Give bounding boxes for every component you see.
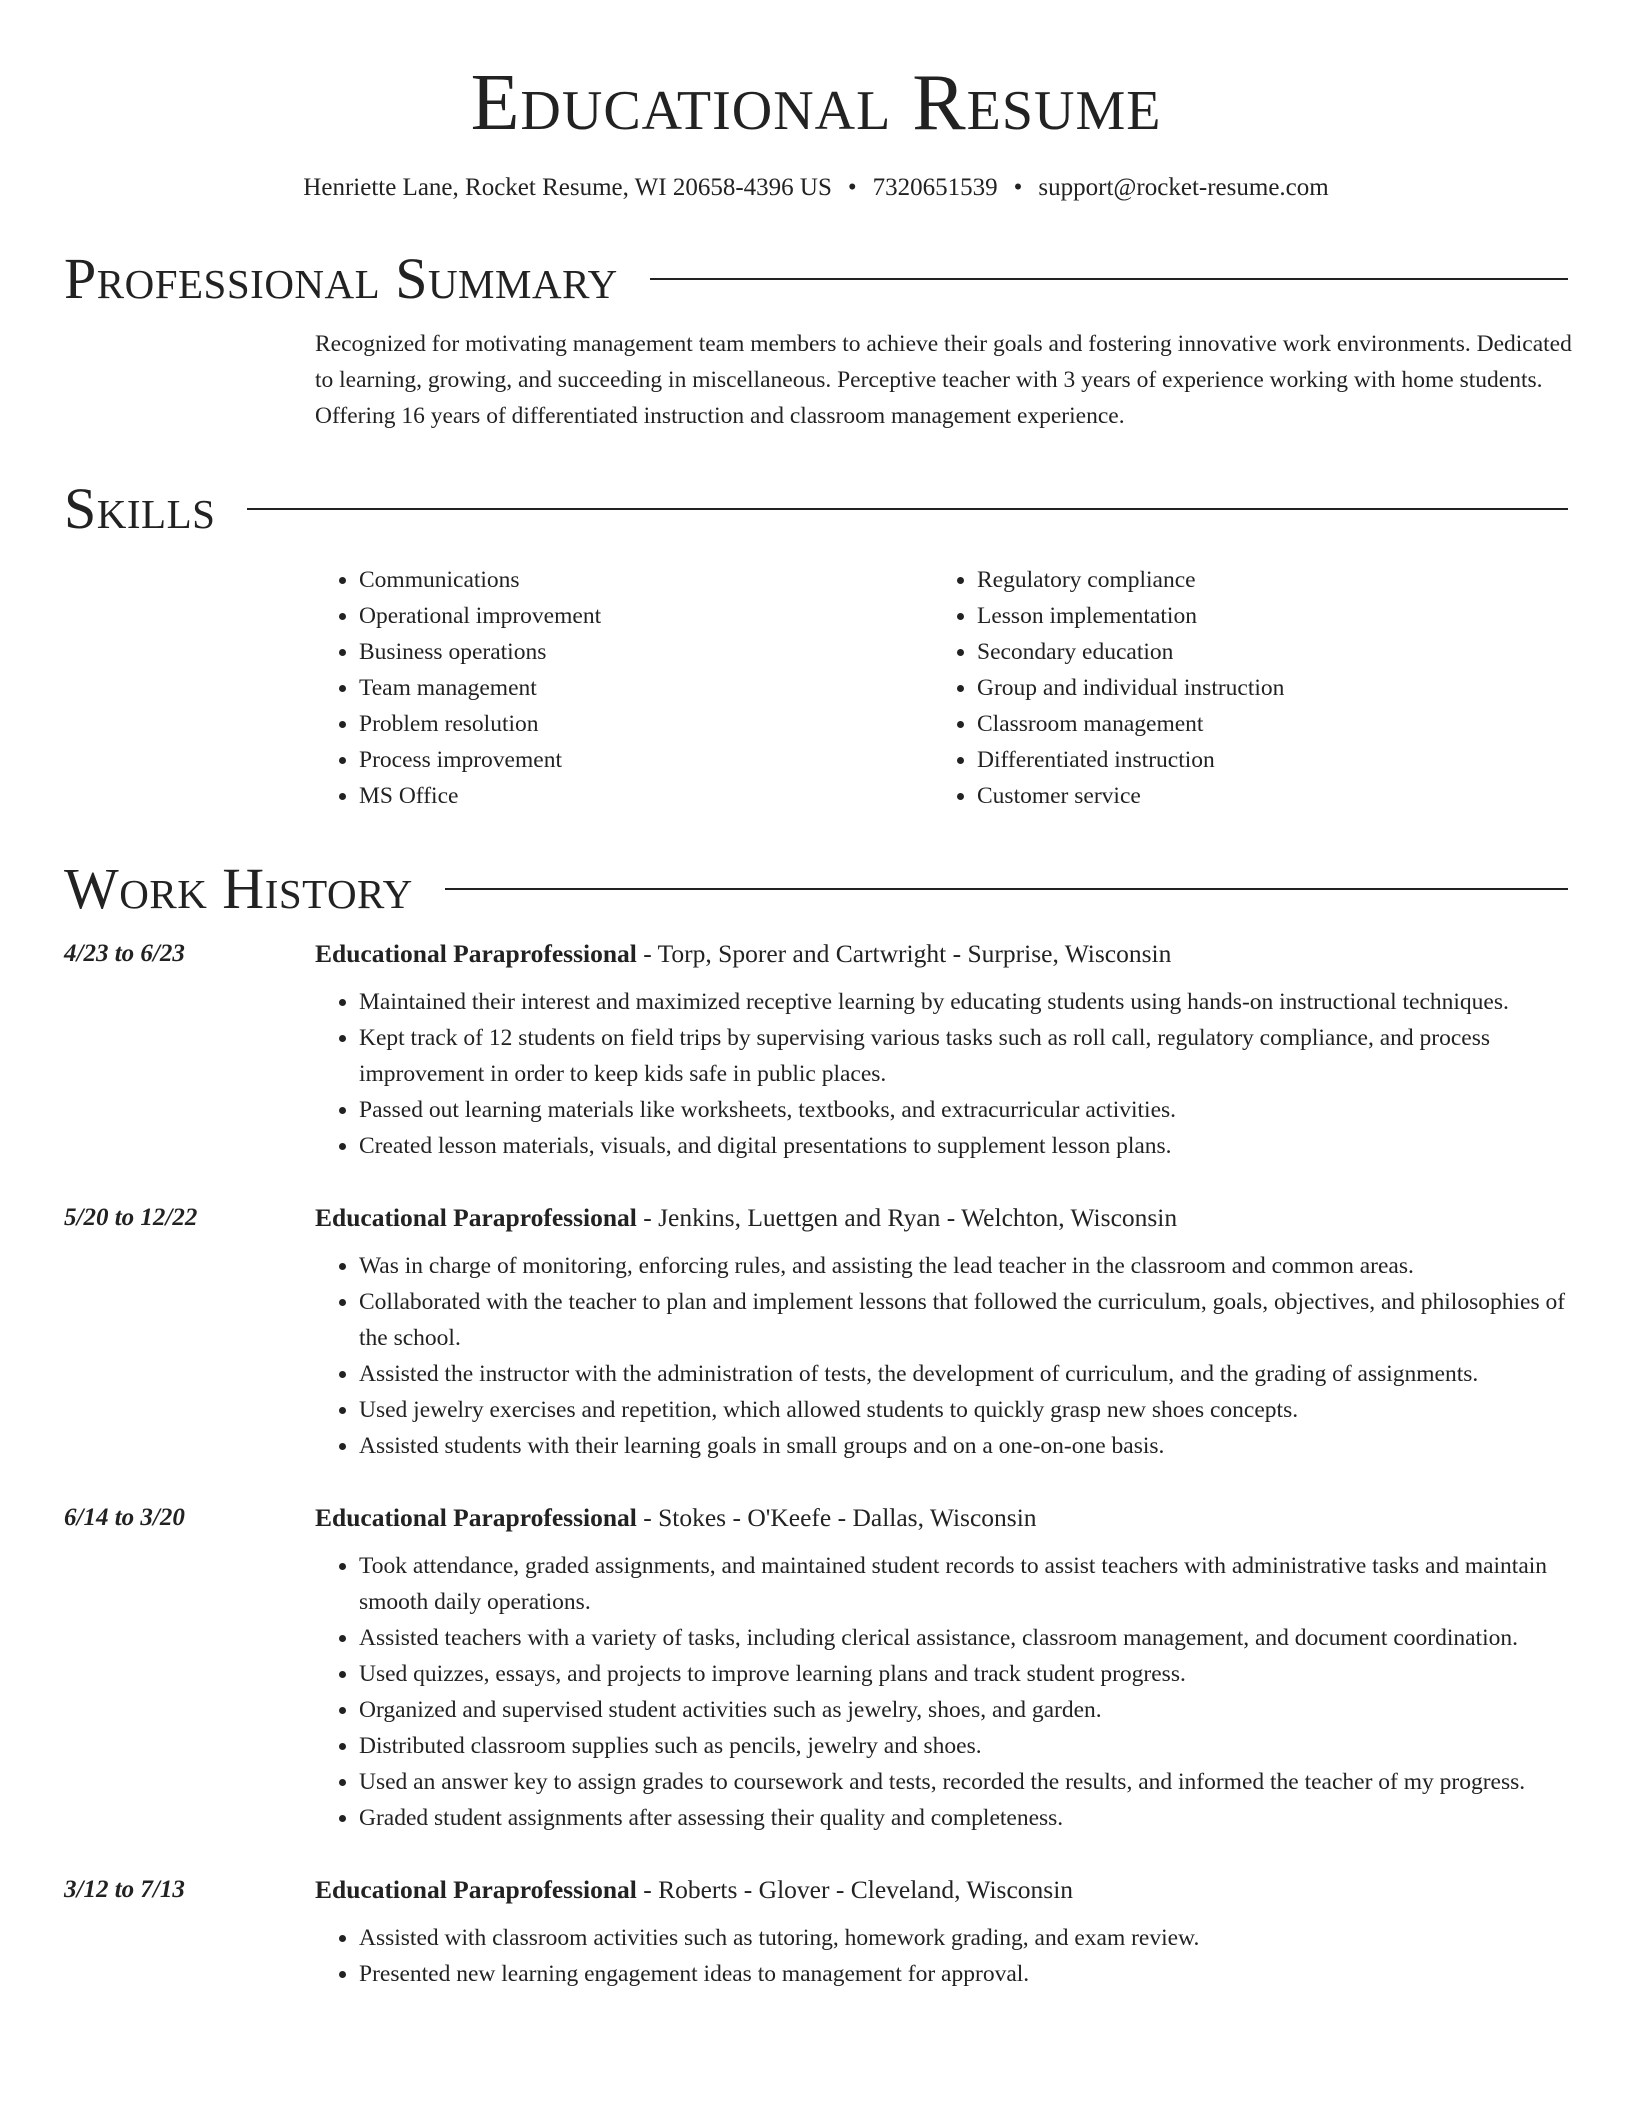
work-section-header: [64, 858, 1568, 920]
job-entry: [64, 934, 1568, 1164]
skills-column-left: [315, 562, 933, 814]
work-heading: Work History: [64, 856, 413, 921]
work-history-list: [64, 934, 1568, 1992]
contact-separator: •: [1013, 174, 1023, 201]
job-bullet: • Used quizzes, essays, and projects to improve learning plans and track student progress.: [359, 1656, 1568, 1692]
skills-section-header: [64, 478, 1568, 540]
job-details: [315, 1870, 1568, 1992]
job-bullet: • Collaborated with the teacher to plan and implement lessons that followed the curriculum, goals, objectives, and philosophies of the school.: [359, 1284, 1568, 1356]
job-company-location: - Stokes - O'Keefe - Dallas, Wisconsin: [636, 1503, 1037, 1532]
section-divider: [445, 888, 1568, 890]
job-bullet: • Passed out learning materials like worksheets, textbooks, and extracurricular activities.: [359, 1092, 1568, 1128]
job-bullet: • Assisted teachers with a variety of tasks, including clerical assistance, classroom management, and document coordination.: [359, 1620, 1568, 1656]
contact-line: [64, 172, 1568, 204]
job-bullet: • Maintained their interest and maximized receptive learning by educating students using hands-on instructional techniques.: [359, 984, 1568, 1020]
job-bullets: [315, 1920, 1568, 1992]
job-bullet: • Was in charge of monitoring, enforcing rules, and assisting the lead teacher in the classroom and common areas.: [359, 1248, 1568, 1284]
job-bullet: • Created lesson materials, visuals, and digital presentations to supplement lesson plans.: [359, 1128, 1568, 1164]
skill-item: • Group and individual instruction: [977, 670, 1551, 706]
job-title: Educational Paraprofessional: [315, 1503, 637, 1532]
skills-column-right: [933, 562, 1551, 814]
job-dates: 5/20 to 12/22: [64, 1204, 198, 1231]
skill-item: • Lesson implementation: [977, 598, 1551, 634]
job-title: Educational Paraprofessional: [315, 1875, 637, 1904]
contact-address: Henriette Lane, Rocket Resume, WI 20658-4396 US: [303, 174, 832, 201]
job-company-location: - Torp, Sporer and Cartwright - Surprise, Wisconsin: [636, 939, 1172, 968]
job-title: Educational Paraprofessional: [315, 939, 637, 968]
skill-item: • Secondary education: [977, 634, 1551, 670]
job-dates: 3/12 to 7/13: [64, 1876, 185, 1903]
skill-item: • Differentiated instruction: [977, 742, 1551, 778]
job-dates: 6/14 to 3/20: [64, 1504, 185, 1531]
job-bullets: [315, 984, 1568, 1164]
job-company-location: - Roberts - Glover - Cleveland, Wisconsin: [636, 1875, 1074, 1904]
job-entry: [64, 1870, 1568, 1992]
job-bullet: • Graded student assignments after assessing their quality and completeness.: [359, 1800, 1568, 1836]
skill-item: • Process improvement: [359, 742, 933, 778]
job-bullet: • Assisted students with their learning goals in small groups and on a one-on-one basis.: [359, 1428, 1568, 1464]
job-bullet: • Presented new learning engagement ideas to management for approval.: [359, 1956, 1568, 1992]
job-bullets: [315, 1248, 1568, 1464]
job-heading: [315, 1498, 1568, 1538]
contact-phone: 7320651539: [872, 174, 998, 201]
skill-item: • Operational improvement: [359, 598, 933, 634]
job-bullet: • Assisted with classroom activities such as tutoring, homework grading, and exam review.: [359, 1920, 1568, 1956]
skill-item: • Customer service: [977, 778, 1551, 814]
skill-item: • MS Office: [359, 778, 933, 814]
contact-separator: •: [847, 174, 857, 201]
job-details: [315, 1498, 1568, 1836]
job-heading: [315, 1198, 1568, 1238]
job-entry: [64, 1198, 1568, 1464]
contact-email: support@rocket-resume.com: [1038, 174, 1329, 201]
summary-heading: Professional Summary: [64, 246, 618, 311]
job-company-location: - Jenkins, Luettgen and Ryan - Welchton, Wisconsin: [636, 1203, 1178, 1232]
job-details: [315, 934, 1568, 1164]
job-bullet: • Kept track of 12 students on field trips by supervising various tasks such as roll call, regulatory compliance, and process improvement in order to keep kids safe in public places.: [359, 1020, 1568, 1092]
job-title: Educational Paraprofessional: [315, 1203, 637, 1232]
section-divider: [650, 278, 1568, 280]
job-bullet: • Distributed classroom supplies such as pencils, jewelry and shoes.: [359, 1728, 1568, 1764]
job-bullet: • Organized and supervised student activities such as jewelry, shoes, and garden.: [359, 1692, 1568, 1728]
job-bullet: • Took attendance, graded assignments, and maintained student records to assist teachers with administrative tasks and maintain smooth daily operations.: [359, 1548, 1568, 1620]
skills-heading: Skills: [64, 476, 216, 541]
skills-list: [315, 562, 1568, 814]
skill-item: • Communications: [359, 562, 933, 598]
job-bullets: [315, 1548, 1568, 1836]
job-bullet: • Assisted the instructor with the administration of tests, the development of curriculum, and the grading of assignments.: [359, 1356, 1568, 1392]
job-dates: 4/23 to 6/23: [64, 940, 185, 967]
skill-item: • Regulatory compliance: [977, 562, 1551, 598]
section-divider: [247, 508, 1568, 510]
resume-title: Educational Resume: [470, 59, 1162, 147]
skill-item: • Team management: [359, 670, 933, 706]
skill-item: • Classroom management: [977, 706, 1551, 742]
job-entry: [64, 1498, 1568, 1836]
skill-item: • Business operations: [359, 634, 933, 670]
job-bullet: • Used jewelry exercises and repetition, which allowed students to quickly grasp new shoes concepts.: [359, 1392, 1568, 1428]
skill-item: • Problem resolution: [359, 706, 933, 742]
summary-section-header: [64, 248, 1568, 310]
job-bullet: • Used an answer key to assign grades to coursework and tests, recorded the results, and informed the teacher of my progress.: [359, 1764, 1568, 1800]
summary-text: Recognized for motivating management team members to achieve their goals and fostering innovative work environments. Dedicated to learning, growing, and succeeding in miscellaneous. Perceptive teacher with 3 years of experience working with home students. Offering 16 years of differentiated instruction and classroom management experience.: [315, 331, 1572, 429]
job-heading: [315, 934, 1568, 974]
job-heading: [315, 1870, 1568, 1910]
job-details: [315, 1198, 1568, 1464]
